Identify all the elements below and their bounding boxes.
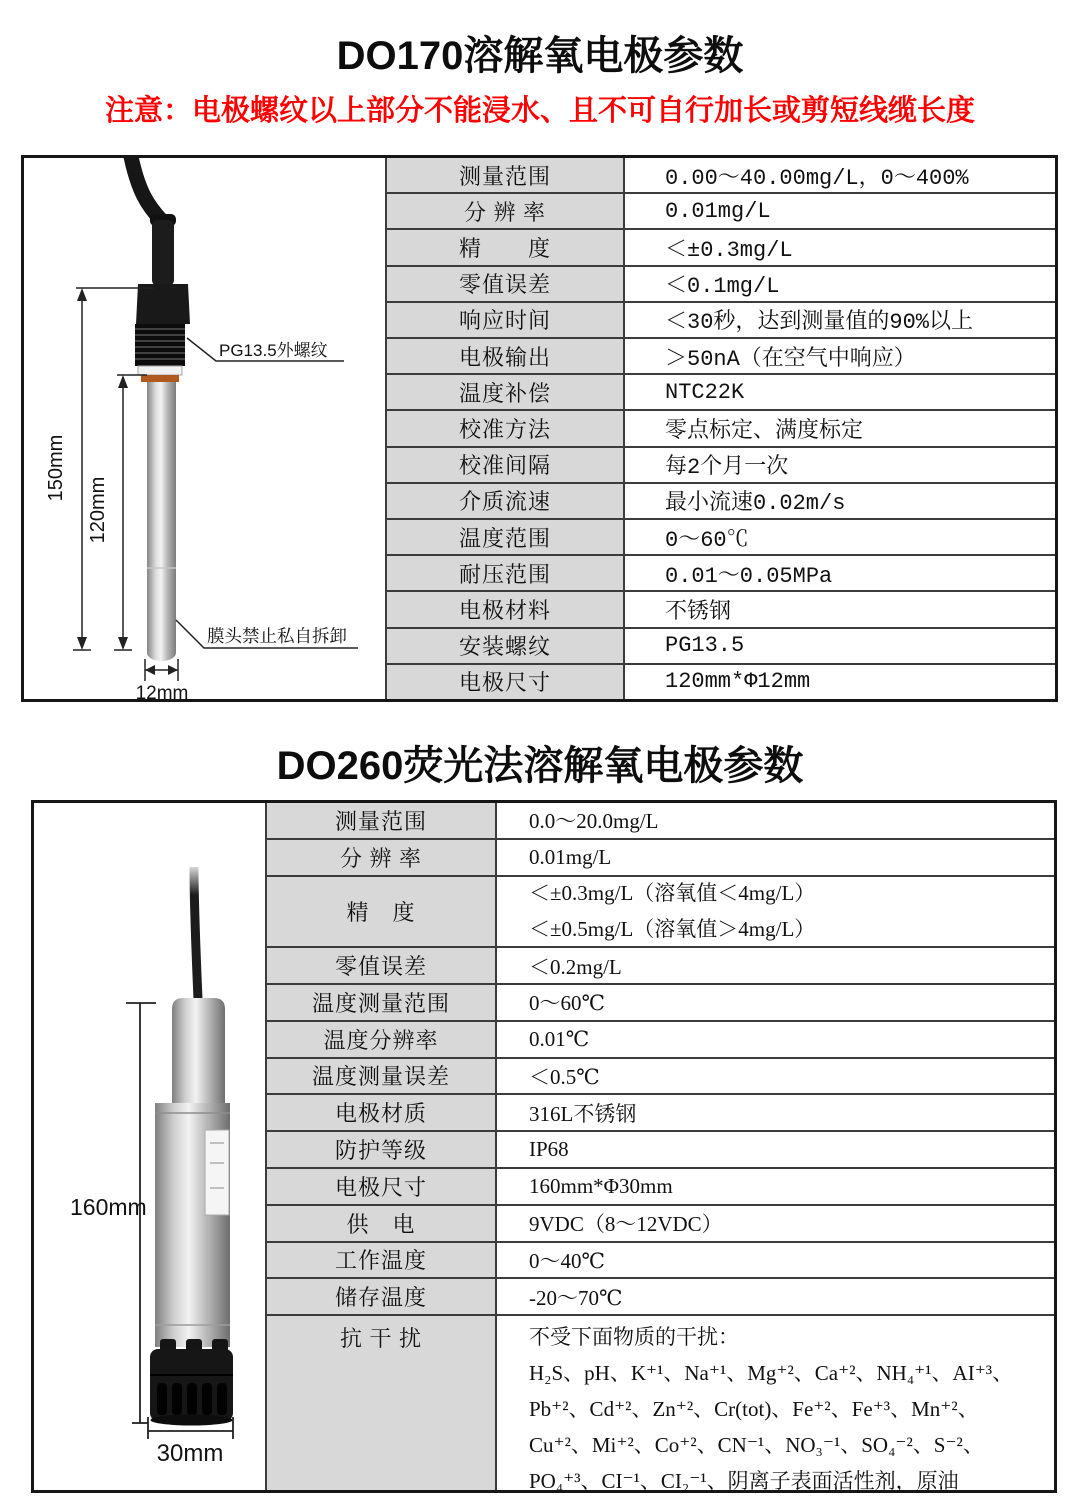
spec-label: 温度测量误差 [267, 1059, 497, 1094]
spec-row [387, 373, 1055, 409]
spec-value [497, 877, 1054, 947]
spec-label: 防护等级 [267, 1132, 497, 1167]
spec-label: 供 电 [267, 1206, 497, 1241]
spec-row [387, 409, 1055, 445]
spec-value: IP68 [529, 1137, 569, 1162]
spec-value: NTC22K [665, 379, 745, 405]
spec-label: 温度补偿 [387, 375, 625, 409]
spec-row [267, 1093, 1054, 1130]
spec-label: 零值误差 [387, 267, 625, 301]
spec-label: 介质流速 [387, 484, 625, 518]
spec-value: 0.01℃ [529, 1026, 590, 1051]
spec-label: 电极尺寸 [267, 1169, 497, 1204]
spec-value: PG13.5 [665, 633, 745, 659]
spec-row [387, 337, 1055, 373]
spec-value: ＜±0.3mg/L [665, 238, 793, 263]
spec-label: 校准间隔 [387, 448, 625, 482]
spec-row [387, 518, 1055, 554]
spec-value: -20～70℃ [529, 1285, 623, 1310]
cable-graphic [130, 158, 162, 221]
spec-value: 0.01mg/L [529, 844, 612, 869]
dim-160-label: 160mm [70, 1194, 147, 1220]
spec-row [387, 301, 1055, 337]
dim-12-label: 12mm [135, 683, 189, 699]
spec-value: 160mm*Φ30mm [529, 1173, 673, 1198]
spec-label: 零值误差 [267, 948, 497, 983]
spec-value: 0～60℃ [665, 527, 749, 553]
spec-value: 9VDC（8～12VDC） [529, 1212, 723, 1237]
spec-label: 测量范围 [267, 803, 497, 838]
page-title-do260: DO260荧光法溶解氧电极参数 [276, 744, 804, 788]
spec-label: 校准方法 [387, 411, 625, 445]
dim-150-label: 150mm [45, 434, 67, 502]
spec-value-line: Cu⁺²、Mi⁺²、Co⁺²、CN⁻¹、NO₃⁻¹、SO₄⁻²、S⁻²、 [529, 1433, 984, 1458]
spec-row [387, 590, 1055, 626]
spec-value: 0.0～20.0mg/L [529, 809, 659, 834]
spec-label: 抗 干 扰 [267, 1316, 497, 1490]
spec-value: 不锈钢 [665, 600, 732, 626]
spec-row [267, 803, 1054, 838]
cable-fade [184, 861, 206, 895]
spec-label: 工作温度 [267, 1243, 497, 1278]
thread-callout-label: PG13.5外螺纹 [219, 341, 328, 360]
spec-value-line: H₂S、pH、K⁺¹、Na⁺¹、Mg⁺²、Ca⁺²、NH₄⁺¹、AI⁺³、 [529, 1361, 1014, 1386]
spec-row [267, 1167, 1054, 1204]
dim-12-arrow-left [145, 665, 155, 675]
spec-row [267, 838, 1054, 875]
connector-body [136, 284, 190, 324]
spec-value: 零点标定、满度标定 [665, 419, 864, 445]
orange-ring [141, 375, 179, 382]
spec-row [387, 482, 1055, 518]
spec-value: 0.00～40.00mg/L，0～400% [665, 165, 969, 191]
spec-label: 分 辨 率 [387, 194, 625, 228]
spec-label: 响应时间 [387, 303, 625, 337]
spec-label: 电极材料 [387, 592, 625, 626]
dim-120-label: 120mm [87, 476, 109, 544]
dim-30-label: 30mm [156, 1440, 224, 1467]
spec-value: 每2个月一次 [665, 455, 789, 481]
dim-120-lines [114, 375, 147, 650]
spec-value-line: ＜±0.5mg/L（溶氧值＞4mg/L） [529, 917, 816, 942]
spec-value-line: Pb⁺²、Cd⁺²、Zn⁺²、Cr(tot)、Fe⁺²、Fe⁺³、Mn⁺²、 [529, 1397, 979, 1422]
connector-neck [152, 220, 174, 286]
spec-row [267, 1057, 1054, 1094]
spec-value: 0.01～0.05MPa [665, 563, 833, 589]
spec-row [267, 946, 1054, 983]
spec-label: 温度测量范围 [267, 985, 497, 1020]
spec-value: 316L不锈钢 [529, 1101, 637, 1126]
membrane-callout-label: 膜头禁止私自拆卸 [207, 626, 347, 646]
spec-row-accuracy [267, 875, 1054, 947]
spec-row [267, 1277, 1054, 1314]
spec-value: ＜0.1mg/L [665, 274, 780, 300]
spec-row-interference [267, 1314, 1054, 1494]
spec-row [267, 1130, 1054, 1167]
spec-label: 分 辨 率 [267, 840, 497, 875]
spec-value: 0～60℃ [529, 991, 605, 1016]
spec-value: 最小流速0.02m/s [665, 491, 846, 517]
warning-note: 注意：电极螺纹以上部分不能浸水、且不可自行加长或剪短线缆长度 [104, 95, 975, 127]
spec-rows-do260 [267, 803, 1054, 1494]
spec-label: 电极材质 [267, 1095, 497, 1130]
spec-label: 电极尺寸 [387, 665, 625, 699]
spec-label: 测量范围 [387, 158, 625, 192]
spec-table-do170 [21, 155, 1058, 702]
dim-120-arrow-bottom [118, 637, 128, 650]
spec-row [267, 983, 1054, 1020]
electrode-diagram-do170 [24, 158, 382, 699]
spec-label: 温度范围 [387, 520, 625, 554]
spec-row [387, 446, 1055, 482]
spec-row [267, 1204, 1054, 1241]
spec-value-line: 不受下面物质的干扰： [529, 1325, 739, 1350]
spec-row [387, 663, 1055, 699]
spec-label: 温度分辨率 [267, 1022, 497, 1057]
spec-value: ＞50nA（在空气中响应） [665, 346, 916, 372]
spec-value-line: PO₄⁺³、CI⁻¹、CI₂⁻¹、阴离子表面活性剂，原油 [529, 1469, 959, 1494]
electrode-photo-do260 [34, 803, 267, 1490]
spec-row [387, 554, 1055, 590]
spec-value: ＜30秒，达到测量值的90%以上 [665, 310, 974, 336]
dim-150-arrow-bottom [77, 637, 87, 650]
spec-row [387, 228, 1055, 264]
spec-row [267, 1020, 1054, 1057]
dim-150-arrow-top [77, 288, 87, 301]
spec-value: 0～40℃ [529, 1248, 605, 1273]
spec-label: 储存温度 [267, 1279, 497, 1314]
spec-row [387, 265, 1055, 301]
electrode-diagram-do260 [34, 803, 263, 1490]
spec-value: 0.01mg/L [665, 198, 771, 224]
shaft-tip [147, 653, 176, 661]
spec-row [387, 627, 1055, 663]
dim-12-arrow-right [168, 665, 178, 675]
spec-value: ＜0.5℃ [529, 1064, 600, 1089]
dim-120-arrow-top [118, 375, 128, 388]
spec-table-do260 [31, 800, 1057, 1493]
spec-row [387, 158, 1055, 192]
spec-value: ＜0.2mg/L [529, 954, 622, 979]
electrode-photo-do170 [24, 158, 387, 699]
spec-value [497, 1316, 1054, 1494]
page-title-do170: DO170溶解氧电极参数 [336, 34, 744, 78]
spec-rows-do170 [387, 158, 1055, 699]
spec-value: 120mm*Φ12mm [665, 669, 811, 695]
spec-value-line: ＜±0.3mg/L（溶氧值＜4mg/L） [529, 881, 816, 906]
spec-label: 电极输出 [387, 339, 625, 373]
white-ring [138, 366, 182, 375]
probe-top-cap [172, 998, 225, 1103]
spec-label: 精 度 [387, 230, 625, 264]
spec-label: 耐压范围 [387, 556, 625, 590]
spec-row [387, 192, 1055, 228]
spec-label: 精 度 [267, 877, 497, 947]
spec-label: 安装螺纹 [387, 629, 625, 663]
spec-row [267, 1241, 1054, 1278]
steel-shaft [147, 382, 176, 653]
protective-cage [150, 1339, 233, 1426]
